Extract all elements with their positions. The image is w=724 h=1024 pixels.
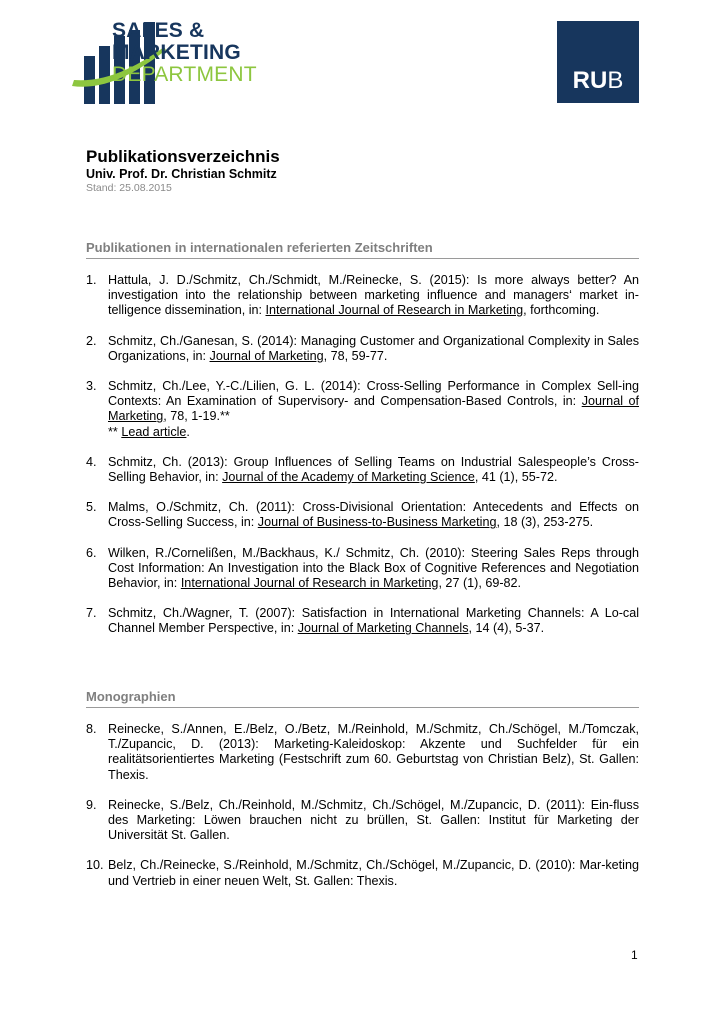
citation-tail: , 27 (1), 69-82.: [438, 576, 522, 591]
citation-text: Wilken, R./Cornelißen, M./Backhaus, K./ Schmitz, Ch. (2010): Steering Sales Reps through Cost Information: An Investigation into the Black Box of Cognitive References and Negotiation Behavior, in:: [108, 545, 639, 591]
logo-line-2: MARKETING: [112, 41, 241, 64]
rub-logo-text: [557, 67, 639, 95]
journal-link[interactable]: Journal of Marketing: [108, 394, 639, 424]
citation-tail: , 14 (4), 5-37.: [468, 621, 545, 636]
rub-logo-light: B: [607, 67, 624, 94]
note-suffix: .: [186, 424, 190, 439]
item-number: 7.: [86, 606, 97, 621]
list-item: [86, 722, 639, 783]
citation-text: Schmitz, Ch./Lee, Y.-C./Lilien, G. L. (2014): Cross-Selling Performance in Complex Sell-ing Contexts: An Examination of Supervisory- and Compensation-Based Controls, in:: [108, 379, 639, 409]
item-number: 2.: [86, 333, 97, 348]
list-item: [86, 606, 639, 636]
item-number: 10.: [86, 858, 104, 873]
citation-text: Belz, Ch./Reinecke, S./Reinhold, M./Schmitz, Ch./Schögel, M./Zupancic, D. (2010): Mar-keting und Vertrieb in einer neuen Welt, St. Gallen: Thexis.: [108, 858, 639, 888]
journal-publication-list: [86, 273, 639, 637]
lead-article-link[interactable]: Lead article: [121, 424, 187, 439]
list-item: [86, 334, 639, 364]
rub-logo-bold: RU: [572, 67, 608, 94]
page-number: 1: [631, 948, 638, 962]
note-prefix: **: [108, 424, 122, 439]
citation-text: Reinecke, S./Annen, E./Belz, O./Betz, M./Reinhold, M./Schmitz, Ch./Schögel, M./Tomczak, T./Zupancic, D. (2013): Marketing-Kaleidoskop: Akzente und Suchfelder für ein realitätsorientiertes Marketing (Festschrift zum 60. Geburtstag von Christian Belz), St. Gallen: Thexis.: [108, 722, 639, 782]
list-item: [86, 500, 639, 530]
list-item: [86, 546, 639, 592]
citation-text: Schmitz, Ch. (2013): Group Influences of Selling Teams on Industrial Salespeople’s Cross-Selling Behavior, in:: [108, 454, 639, 485]
author-name: Univ. Prof. Dr. Christian Schmitz: [86, 167, 277, 181]
journal-link[interactable]: Journal of Business-to-Business Marketing: [257, 515, 497, 530]
logo-wordmark: [112, 20, 257, 86]
item-number: 3.: [86, 379, 97, 394]
journal-link[interactable]: Journal of Marketing Channels: [297, 621, 469, 636]
list-item: [86, 455, 639, 485]
item-number: 4.: [86, 454, 97, 469]
citation-tail: , 41 (1), 55-72.: [474, 470, 558, 485]
citation-text: Schmitz, Ch./Ganesan, S. (2014): Managing Customer and Organizational Complexity in Sales Organizations, in:: [108, 333, 639, 363]
citation-tail: , 18 (3), 253-275.: [496, 515, 594, 530]
logo-line-3: DEPARTMENT: [112, 63, 257, 86]
list-item: [86, 379, 639, 440]
section-heading-journals: Publikationen in internationalen referierten Zeitschriften: [86, 240, 639, 259]
citation-text: Reinecke, S./Belz, Ch./Reinhold, M./Schmitz, Ch./Schögel, M./Zupancic, D. (2011): Ein-fluss des Marketing: Löwen brauchen nicht zu brüllen, St. Gallen: Institut für Marketing der Universität St. Gallen.: [108, 797, 639, 843]
item-number: 6.: [86, 545, 97, 560]
list-item: [86, 858, 639, 888]
citation-text: Schmitz, Ch./Wagner, T. (2007): Satisfaction in International Marketing Channels: A Lo-cal Channel Member Perspective, in:: [108, 606, 639, 636]
rub-logo: [557, 21, 639, 103]
section-heading-monographs: Monographien: [86, 689, 639, 708]
logo-line-1: SALES &: [112, 19, 205, 42]
stand-date: Stand: 25.08.2015: [86, 182, 172, 194]
citation-tail: , 78, 59-77.: [323, 348, 388, 363]
item-number: 9.: [86, 797, 97, 812]
journal-link[interactable]: Journal of Marketing: [209, 348, 324, 363]
item-number: 1.: [86, 273, 97, 287]
journal-link[interactable]: International Journal of Research in Marketing: [265, 303, 524, 318]
monograph-list: [86, 722, 639, 889]
citation-tail: , 78, 1-19.**: [163, 409, 230, 424]
citation-tail: , forthcoming.: [523, 303, 600, 318]
journal-link[interactable]: International Journal of Research in Marketing: [180, 576, 439, 591]
page-title: Publikationsverzeichnis: [86, 147, 280, 166]
citation-text: Hattula, J. D./Schmitz, Ch./Schmidt, M./Reinecke, S. (2015): Is more always better? An investigation into the relationship between marketing influence and managers‘ market in-telligence dissemination, in:: [108, 273, 639, 318]
journal-link[interactable]: Journal of the Academy of Marketing Science: [222, 470, 475, 485]
item-number: 8.: [86, 722, 97, 736]
citation-text: Malms, O./Schmitz, Ch. (2011): Cross-Divisional Orientation: Antecedents and Effects on Cross-Selling Success, in:: [108, 500, 639, 530]
list-item: [86, 798, 639, 844]
list-item: [86, 273, 639, 319]
item-number: 5.: [86, 500, 97, 515]
